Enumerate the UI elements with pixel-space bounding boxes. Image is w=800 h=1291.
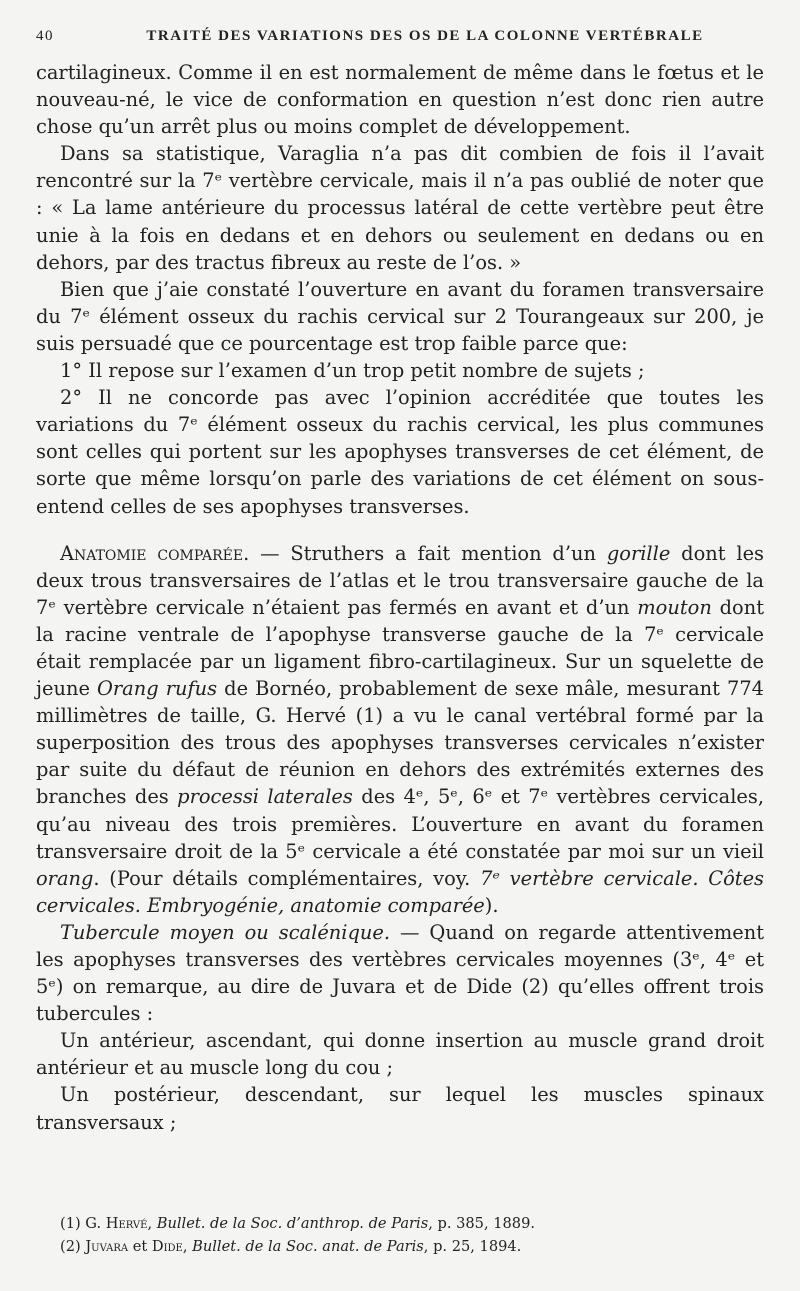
text-run: des 4ᵉ, 5ᵉ, 6ᵉ et 7ᵉ vertèbres cervicales, qu’au niveau des trois premières. L’ouverture en avant du foramen transversaire droit de la 5ᵉ cervicale a été constatée par moi sur un vieil bbox=[36, 785, 765, 863]
body-text bbox=[36, 59, 764, 1136]
text-run: — Quand on regarde attentivement les apophyses transverses des vertèbres cervicales moyennes (3ᵉ, 4ᵉ et 5ᵉ) on remarque, au dire de Juvara et de Dide (2) qu’elles offrent trois tubercules : bbox=[36, 920, 764, 1026]
footnote-author: Dide bbox=[151, 1238, 183, 1255]
list-item-2: 2° Il ne concorde pas avec l’opinion accréditée que toutes les variations du 7ᵉ élément osseux du rachis cervical, les plus communes sont celles qui portent sur les apophyses transverses de cet élément, de sorte que même lorsqu’on parle des variations de cet élément on sous-entend celles de ses apophyses transverses. bbox=[36, 386, 764, 518]
footnote-mark: (1) G. bbox=[60, 1215, 106, 1232]
page-number: 40 bbox=[36, 28, 54, 44]
footnote-author: Hervé bbox=[105, 1215, 148, 1232]
section-heading: Anatomie comparée. bbox=[60, 541, 250, 565]
italic-term: gorille bbox=[606, 541, 671, 565]
text-run: , bbox=[182, 1238, 193, 1255]
text-run: , p. 25, 1894. bbox=[423, 1238, 522, 1255]
running-header bbox=[36, 28, 764, 45]
text-run: , bbox=[147, 1215, 157, 1232]
italic-term: orang bbox=[36, 866, 94, 890]
paragraph-2: Dans sa statistique, Varaglia n’a pas dit combien de fois il l’avait rencontré sur la 7ᵉ vertèbre cervicale, mais il n’a pas oublié de noter que : « La lame antérieure du processus latéral de cette vertèbre peut être unie à la fois en dedans et en dehors ou seulement en dedans ou en dehors, par des tractus fibreux au reste de l’os. » bbox=[36, 142, 764, 274]
paragraph-anterior: Un antérieur, ascendant, qui donne insertion au muscle grand droit antérieur et au muscle long du cou ; bbox=[36, 1029, 764, 1080]
italic-term: mouton bbox=[637, 595, 712, 619]
list-item-1: 1° Il repose sur l’examen d’un trop petit nombre de sujets ; bbox=[60, 359, 645, 383]
footnote-journal: Bullet. de la Soc. d’anthrop. de Paris bbox=[156, 1215, 429, 1232]
footnote-2 bbox=[60, 1235, 764, 1258]
footnote-journal: Bullet. de la Soc. anat. de Paris bbox=[192, 1238, 424, 1255]
running-title: TRAITÉ DES VARIATIONS DES OS DE LA COLONNE VERTÉBRALE bbox=[146, 28, 704, 44]
paragraph-3: Bien que j’aie constaté l’ouverture en avant du foramen transversaire du 7ᵉ élément osseux du rachis cervical sur 2 Tourangeaux sur 200, je suis persuadé que ce pourcentage est trop faible parce que: bbox=[36, 277, 764, 355]
footnote-author: Juvara bbox=[85, 1238, 129, 1255]
section-gap bbox=[36, 520, 764, 540]
footnote-mark: (2) bbox=[60, 1238, 86, 1255]
paragraph-1: cartilagineux. Comme il en est normalement de même dans le fœtus et le nouveau-né, le vice de conformation en question n’est donc rien autre chose qu’un arrêt plus ou moins complet de développement. bbox=[36, 61, 764, 139]
footnotes bbox=[60, 1212, 764, 1258]
text-run: et bbox=[128, 1238, 152, 1255]
text-run: de Bornéo, probablement de sexe mâle, mesurant 774 millimètres de taille, G. Hervé (1) a vu le canal vertébral formé par la superposition des trous des apophyses transverses cervicales n’exister par suite du défaut de réunion en dehors des extrémités externes des branches des bbox=[36, 677, 764, 809]
section-heading: Tubercule moyen ou scalénique. bbox=[60, 920, 391, 944]
text-run: ). bbox=[484, 893, 499, 917]
text-run: — Struthers a fait mention d’un bbox=[249, 541, 607, 565]
text-run: dont la racine ventrale de l’apophyse transverse gauche de la 7ᵉ cervicale était remplacée par un ligament fibro-cartilagineux. Sur un squelette de jeune bbox=[36, 595, 765, 701]
italic-term: Orang rufus bbox=[97, 677, 218, 701]
paragraph-posterior: Un postérieur, descendant, sur lequel les muscles spinaux transversaux ; bbox=[36, 1083, 764, 1134]
text-run: dont les deux trous transversaires de l’atlas et le trou transversaire gauche de la 7ᵉ vertèbre cervicale n’étaient pas fermés en avant et d’un bbox=[36, 541, 765, 619]
text-run: , p. 385, 1889. bbox=[428, 1215, 536, 1232]
paragraph-comparative-anatomy bbox=[36, 540, 764, 919]
footnote-1 bbox=[60, 1212, 764, 1235]
text-run: . (Pour détails complémentaires, voy. bbox=[93, 866, 481, 890]
italic-term: processi laterales bbox=[177, 785, 353, 809]
paragraph-tubercle bbox=[36, 919, 764, 1027]
italic-reference: 7ᵉ vertèbre cervicale. Côtes cervicales. Embryogénie, anatomie comparée bbox=[36, 866, 764, 917]
